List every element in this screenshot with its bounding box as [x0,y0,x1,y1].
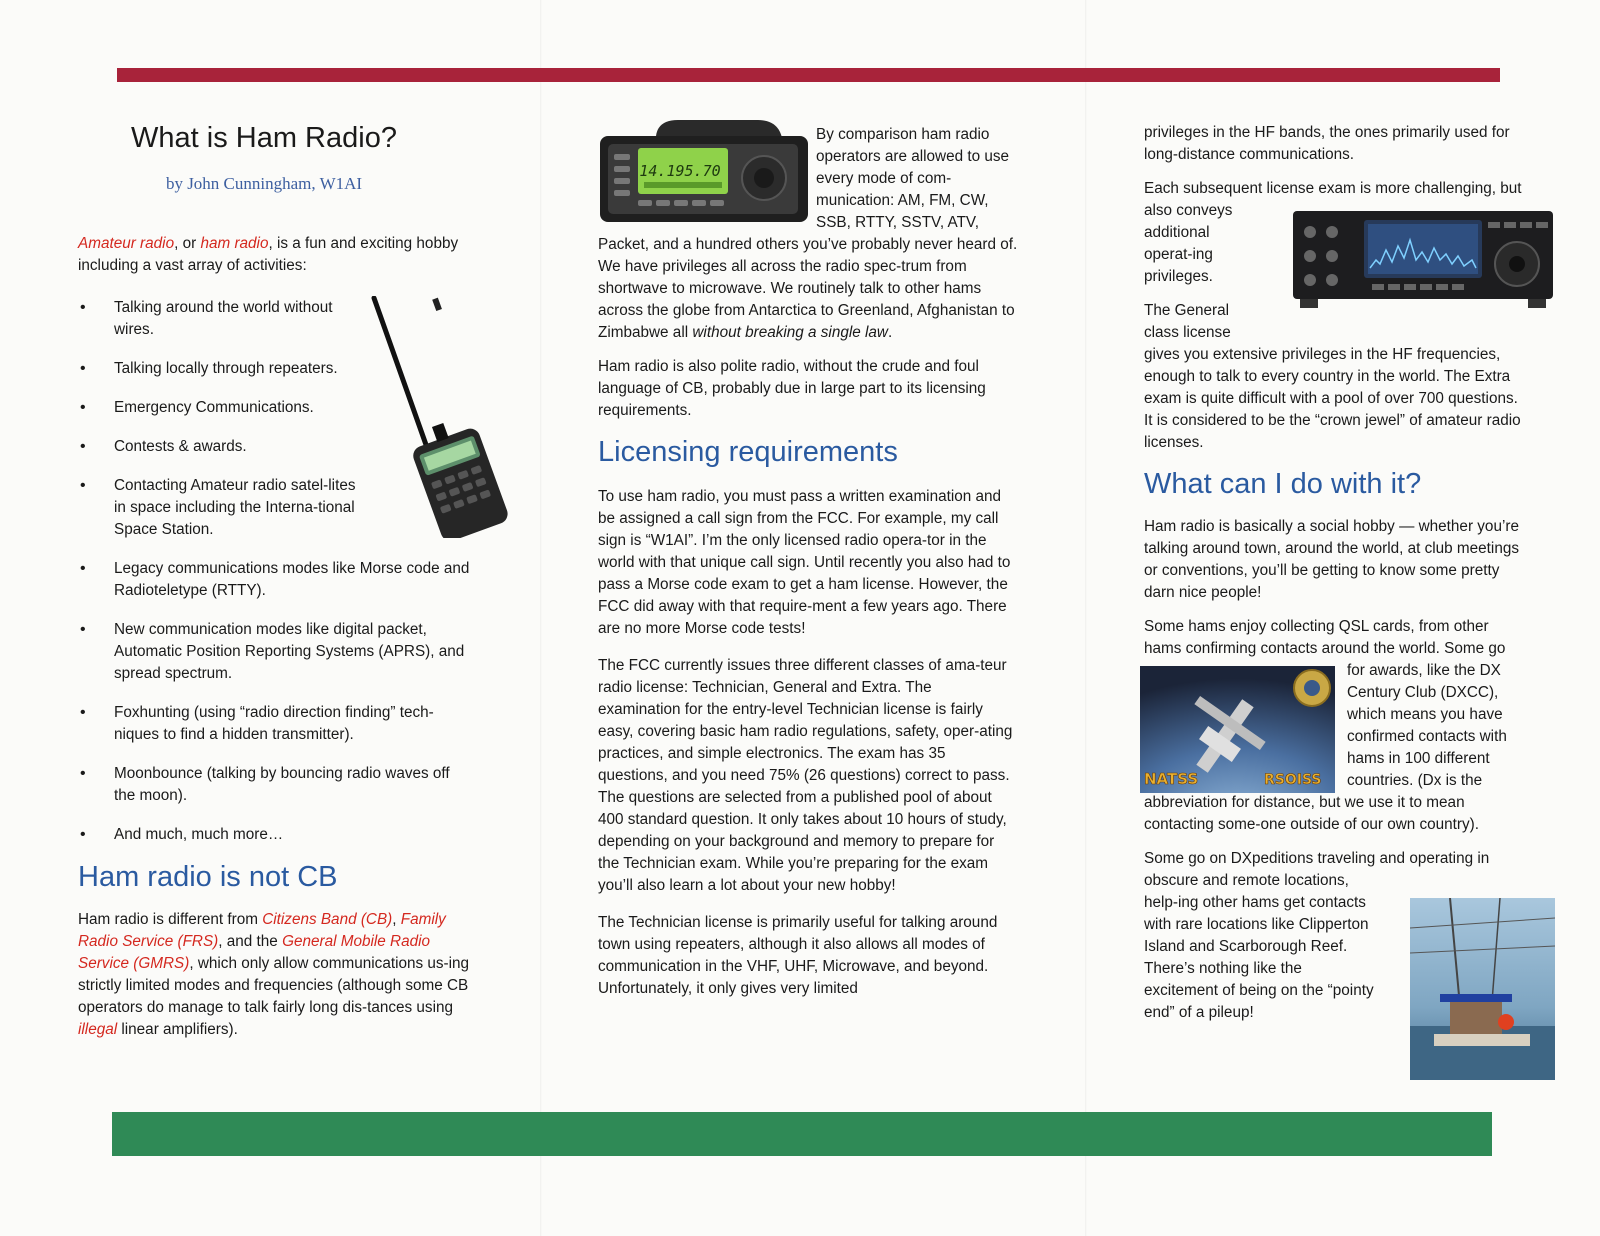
list-item: • New communication modes like digital packet, Automatic Position Reporting Systems (APRS), and spread spectrum. [78,619,469,685]
column-middle [598,124,1018,1012]
column-right [1144,122,1524,1055]
not-cb-paragraph [78,909,473,1041]
byline: by John Cunningham, W1AI [165,174,363,193]
license-exam-text: but also conveys additional operat-ing privileges. [1144,180,1522,285]
licensing-paragraph-1: To use ham radio, you must pass a written examination and be assigned a call sign from the FCC. For example, my call sign is “W1AI”. I’m the only licensed radio opera-tor in the world with that unique call sign. Until recently you also had to pass a Morse code exam to get a ham license. However, the FCC did away with that require-ment a few years ago. There are no more Morse code tests! [598,488,1011,637]
qsl-text: go for awards, like the DX Century Club (DXCC), which means you have confirmed contacts with hams in 100 different countries. (Dx is the abbreviation for distance, but we use it to mean contacting some-one outside of our own country). [1144,640,1507,833]
dxpedition-paragraph [1144,848,1524,1024]
highlighted-term: General Mobile Radio Service (GMRS) [78,933,431,972]
dxpedition-text: obscure and remote locations, help-ing other hams get contacts with rare locations like Clipperton Island and Scarborough Reef. There’s nothing like the excitement of being on the “pointy end” of a pileup! [1144,872,1374,1021]
text-run: , and the [218,933,283,950]
image-spacer [1374,870,1524,1055]
text-run: , is a fun and exciting hobby including a vast array of activities: [78,235,459,274]
transceiver-frequency: 14.195.70 [639,162,721,180]
licensing-paragraph-3: The Technician license is primarily useful for talking around town using repeaters, although it also allows all modes of communication in the VHF, UHF, Microwave, and beyond. Unfortunately, it only gives very limited [598,914,998,997]
text-run: . [887,324,893,341]
text-run: By comparison ham radio operators are allowed to use every mode of com-munication: AM, FM, CW, SSB, RTTY, SSTV, ATV, Packet, and a hundred others you’ve probably never heard of. We have privileges all across the radio spec-trum from shortwave to microwave. We routinely talk to other hams across the globe from Antarctica to Greenland, Afghanistan to Zimbabwe all [598,126,1018,341]
handheld-radio-image [368,296,516,538]
section-title-what-can-i-do: What can I do with it? [1144,468,1422,500]
text-run: , or [174,235,201,252]
list-item: • Emergency Communications. [78,397,394,419]
list-item: • Talking locally through repeaters. [78,358,394,380]
text-run: Some go on DXpeditions traveling and operating in [1144,850,1490,867]
section-title-not-cb: Ham radio is not CB [78,861,338,893]
intro-paragraph [78,233,490,277]
page-title: What is Ham Radio? [131,122,397,154]
highlighted-term: without breaking a single law [692,324,888,341]
licensing-paragraph-2: The FCC currently issues three different classes of ama-teur radio license: Technician, General and Extra. The examination for the entry-level Technician license is fairly easy, covering basic ham radio regulations, safety, oper-ating practices, and simple electronics. The exam has 35 questions, and you need 75% (26 questions) correct to pass. The questions are selected from a published pool of about 400 standard question. It only takes about 10 hours of study, depending on your background and memory to prepare for the Technician exam. While you’re preparing for the exam you’ll also learn a lot about your new hobby! [598,657,1013,894]
text-run: , [392,911,401,928]
comparison-paragraph [598,124,1018,344]
section-title-licensing: Licensing requirements [598,436,898,468]
social-hobby-paragraph: Ham radio is basically a social hobby — whether you’re talking around town, around the world, at club meetings or conventions, you’ll be getting to know some pretty darn nice people! [1144,518,1519,601]
list-item: • Foxhunting (using “radio direction finding” tech-niques to find a hidden transmitter). [78,702,469,746]
list-item: • And much, much more… [78,824,474,846]
list-item: • Contests & awards. [78,436,394,458]
image-spacer [598,124,816,234]
qsl-right-label: RSOISS [1264,772,1322,788]
highlighted-term: Citizens Band (CB) [262,911,393,928]
top-red-band [117,68,1500,82]
bottom-green-band [112,1112,1492,1156]
column-left [78,120,490,1053]
page-fold-left [540,0,542,1236]
image-spacer [1266,300,1524,344]
text-run: linear amplifiers). [117,1021,238,1038]
text-run: Each subsequent license exam is more challenging, [1144,180,1501,197]
hf-privileges-paragraph: privileges in the HF bands, the ones primarily used for long-distance communications. [1144,124,1510,163]
highlighted-term: Amateur radio [78,235,175,252]
page-fold-right [1085,0,1087,1236]
highlighted-term: illegal [78,1021,118,1038]
highlighted-term: Family Radio Service (FRS) [78,911,446,950]
list-item: • Moonbounce (talking by bouncing radio waves off the moon). [78,763,474,807]
text-run: Ham radio is different from [78,911,263,928]
qsl-paragraph [1144,616,1524,836]
text-run: Some hams enjoy collecting QSL cards, from other hams confirming contacts around the world. Some [1144,618,1489,657]
highlighted-term: ham radio [200,235,269,252]
text-run: , which only allow communications us-ing strictly limited modes and frequencies (although some CB operators do manage to talk fairly long dis-tances using [78,955,470,1016]
list-item: • Legacy communications modes like Morse code and Radioteletype (RTTY). [78,558,474,602]
polite-radio-paragraph: Ham radio is also polite radio, without the crude and foul language of CB, probably due in large part to its licensing requirements. [598,358,986,419]
general-class-text: The General class license gives you extensive privileges in the HF frequencies, enough to talk to every country in the world. The Extra exam is quite difficult with a pool of over 700 questions. It is considered to be the “crown jewel” of amateur radio licenses. [1144,302,1521,451]
image-spacer [1262,200,1524,250]
image-spacer [1144,660,1347,792]
general-class-paragraph [1144,300,1524,454]
list-item: • Contacting Amateur radio satel-lites in space including the Interna-tional Space Station. [78,475,369,541]
qsl-left-label: NATSS [1144,770,1199,788]
list-item: • Talking around the world without wires. [78,297,354,341]
license-exam-paragraph [1144,178,1524,288]
